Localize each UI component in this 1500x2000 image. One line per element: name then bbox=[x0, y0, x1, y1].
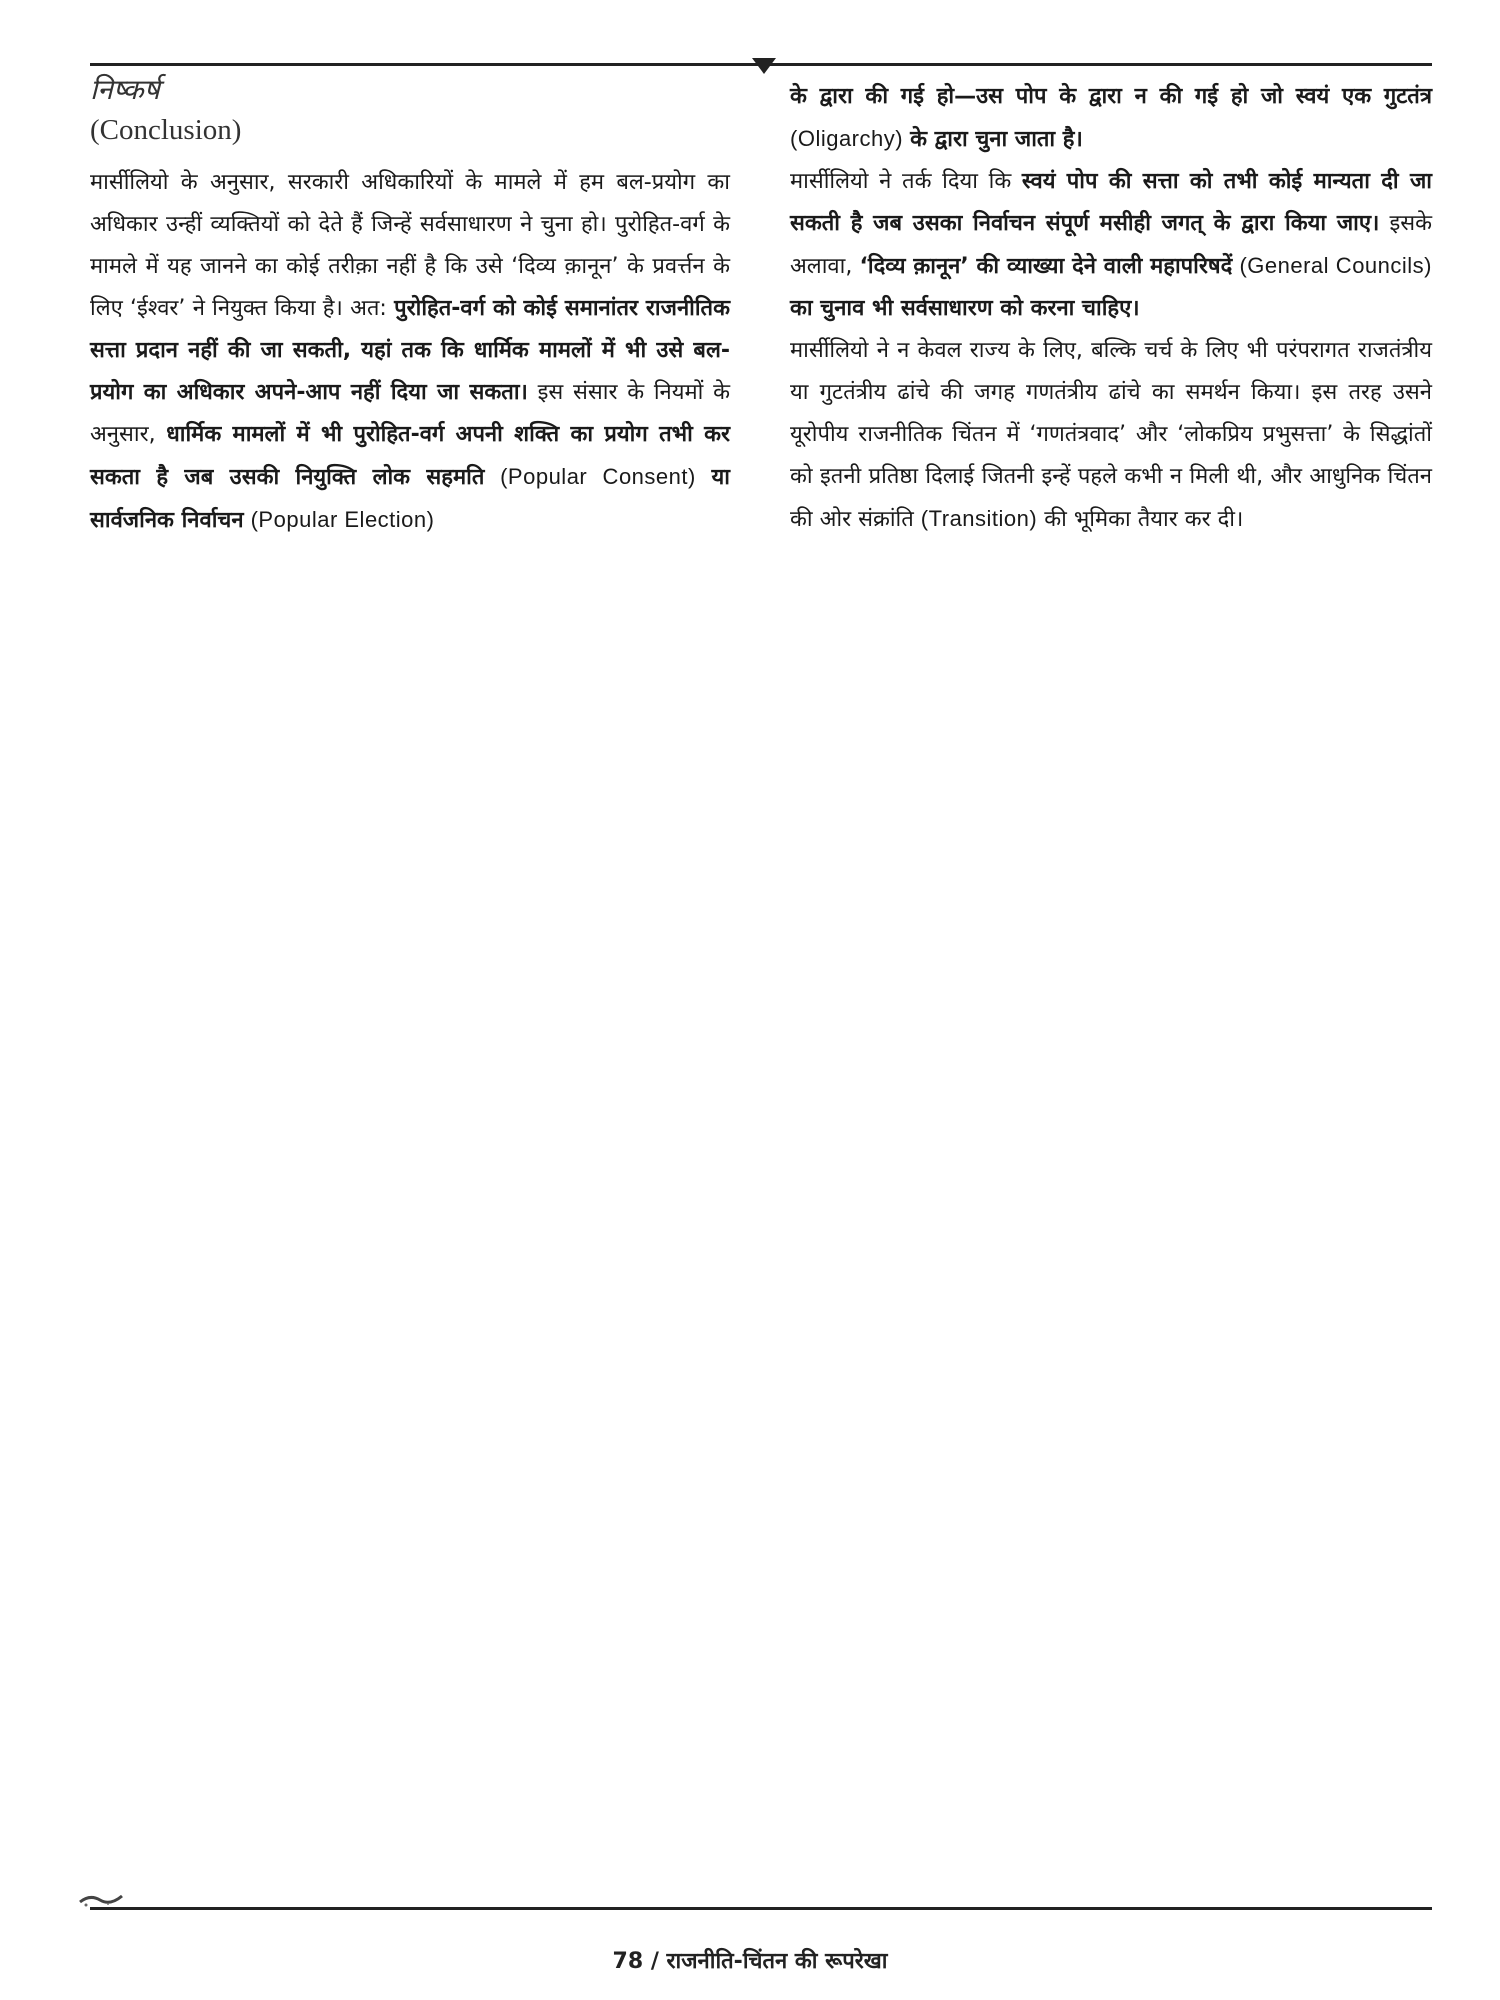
text-run: मार्सीलियो के अनुसार, सरकारी अधिकारियों के मामले में हम बल-प्रयोग का अधिकार उन्हीं व्यक्तियों को देते हैं जिन्हें सर्वसाधारण ने चुना हो। पुरोहित-वर्ग के मामले में यह जानने का कोई तरीक़ा नहीं है कि उसे ‘दिव्य क़ानून’ के प्रवर्त्तन के लिए ‘ईश्वर’ ने नियुक्त किया है। अत: bbox=[90, 170, 730, 321]
bold-text-run: स्वयं पोप की सत्ता को तभी कोई मान्यता दी जा सकती है जब उसका निर्वाचन संपूर्ण मसीही जगत् के द्वारा किया जाए। bbox=[790, 169, 1432, 236]
text-run: मार्सीलियो ने न केवल राज्य के लिए, बल्कि चर्च के लिए भी परंपरागत राजतंत्रीय या गुटतंत्रीय ढांचे की जगह गणतंत्रीय ढांचे का समर्थन किया। इस तरह उसने यूरोपीय राजनीतिक चिंतन में ‘गणतंत्रवाद’ और ‘लोकप्रिय प्रभुसत्ता’ के सिद्धांतों को इतनी प्रतिष्ठा दिलाई जितनी इन्हें पहले कभी न मिली थी, और आधुनिक चिंतन की ओर संक्रांति bbox=[790, 338, 1432, 532]
bold-text-run: के द्वारा की गई हो—उस पोप के द्वारा न की गई हो जो स्वयं एक गुटतंत्र bbox=[790, 84, 1432, 109]
english-term: (Oligarchy) bbox=[790, 126, 904, 151]
bold-text-run: पुरोहित-वर्ग को कोई समानांतर राजनीतिक सत्ता प्रदान नहीं की जा सकती, यहां तक कि धार्मिक मामलों में भी उसे बल-प्रयोग का अधिकार अपने-आप नहीं दिया जा सकता। bbox=[90, 296, 730, 405]
bold-text-run: का चुनाव भी सर्वसाधारण को करना चाहिए। bbox=[790, 296, 1140, 321]
right-paragraph-2 bbox=[790, 161, 1432, 330]
column-marker bbox=[752, 58, 776, 74]
bold-text-run: धार्मिक मामलों में भी पुरोहित-वर्ग अपनी शक्ति का प्रयोग तभी कर सकता है जब उसकी नियुक्ति लोक सहमति bbox=[90, 422, 730, 490]
text-run: की भूमिका तैयार कर दी। bbox=[1044, 507, 1244, 532]
section-heading-hindi: निष्कर्ष bbox=[90, 73, 160, 106]
english-term: (Popular Election) bbox=[250, 507, 435, 532]
bold-text-run: ‘दिव्य क़ानून’ की व्याख्या देने वाली महापरिषदें bbox=[859, 254, 1233, 279]
english-term: (Transition) bbox=[920, 506, 1038, 531]
scan-smudge bbox=[78, 1888, 128, 1908]
right-column bbox=[790, 76, 1432, 541]
section-heading-english: (Conclusion) bbox=[90, 114, 242, 146]
right-paragraph-3 bbox=[790, 330, 1432, 541]
left-paragraph bbox=[90, 162, 730, 542]
text-run: इस संसार के नियमों के अनुसार, bbox=[90, 380, 731, 447]
english-term: (General Councils) bbox=[1239, 253, 1432, 278]
bold-text-run: के द्वारा चुना जाता है। bbox=[910, 127, 1083, 152]
english-term: (Popular Consent) bbox=[500, 464, 696, 489]
bold-text-run: या सार्वजनिक निर्वाचन bbox=[90, 465, 730, 533]
text-run: इसके अलावा, bbox=[790, 211, 1433, 279]
page-footer: 78 / राजनीति-चिंतन की रूपरेखा bbox=[612, 1949, 888, 1974]
text-run: मार्सीलियो ने तर्क दिया कि bbox=[790, 169, 1012, 194]
left-column bbox=[90, 70, 730, 542]
right-paragraph-1 bbox=[790, 76, 1432, 161]
bottom-rule bbox=[90, 1907, 1432, 1910]
